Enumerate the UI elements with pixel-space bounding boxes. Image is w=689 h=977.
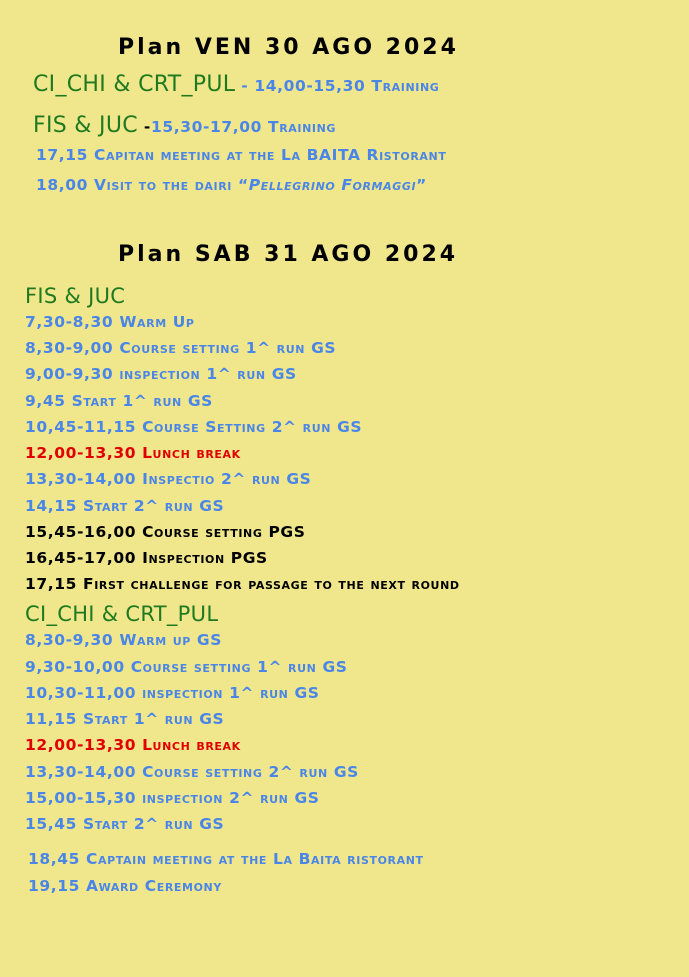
dairy-name: Pellegrino Formaggi (248, 176, 417, 194)
friday-row-2 (33, 113, 336, 138)
friday-plan-title: Plan VEN 30 AGO 2024 (118, 35, 459, 60)
friday-row-1 (33, 72, 439, 97)
visit-suffix: ” (416, 176, 427, 194)
cichi-item-8: 15,45 Start 2^ run GS (25, 815, 225, 833)
closing-item-1: 18,45 Captain meeting at the La Baita ristorant (28, 850, 424, 868)
fis-item-10: 16,45-17,00 Inspection PGS (25, 549, 268, 567)
visit-prefix: 18,00 Visit to the dairi “ (36, 176, 249, 194)
fis-item-9: 15,45-16,00 Course setting PGS (25, 523, 306, 541)
schedule-text: 14,00-15,30 Training (254, 77, 440, 95)
friday-row-3: 17,15 Capitan meeting at the La BAITA Ristorant (36, 146, 447, 164)
saturday-plan-title: Plan SAB 31 AGO 2024 (118, 242, 459, 267)
cichi-item-3: 10,30-11,00 inspection 1^ run GS (25, 684, 320, 702)
cichi-item-1: 8,30-9,30 Warm up GS (25, 631, 223, 649)
cichi-item-6: 13,30-14,00 Course setting 2^ run GS (25, 763, 359, 781)
fis-item-3: 9,00-9,30 inspection 1^ run GS (25, 365, 297, 383)
closing-item-2: 19,15 Award Ceremony (28, 877, 222, 895)
fis-item-8: 14,15 Start 2^ run GS (25, 497, 225, 515)
separator: - (235, 77, 255, 95)
cichi-item-7: 15,00-15,30 inspection 2^ run GS (25, 789, 320, 807)
cichi-item-2: 9,30-10,00 Course setting 1^ run GS (25, 658, 348, 676)
schedule-text: 15,30-17,00 Training (150, 118, 337, 136)
cichi-item-4: 11,15 Start 1^ run GS (25, 710, 225, 728)
fis-item-2: 8,30-9,00 Course setting 1^ run GS (25, 339, 337, 357)
separator: - (137, 118, 151, 136)
group-cichi-crtpul-heading: CI_CHI & CRT_PUL (25, 602, 219, 626)
fis-item-6: 12,00-13,30 Lunch break (25, 444, 241, 462)
group-fis-juc-heading: FIS & JUC (25, 284, 126, 308)
fis-item-11: 17,15 First challenge for passage to the next round (25, 575, 460, 593)
fis-item-5: 10,45-11,15 Course Setting 2^ run GS (25, 418, 363, 436)
fis-item-1: 7,30-8,30 Warm Up (25, 313, 195, 331)
group-label: CI_CHI & CRT_PUL (33, 72, 236, 97)
group-label: FIS & JUC (33, 113, 138, 138)
fis-item-7: 13,30-14,00 Inspectio 2^ run GS (25, 470, 312, 488)
cichi-item-5: 12,00-13,30 Lunch break (25, 736, 241, 754)
friday-row-4 (36, 176, 427, 194)
fis-item-4: 9,45 Start 1^ run GS (25, 392, 213, 410)
